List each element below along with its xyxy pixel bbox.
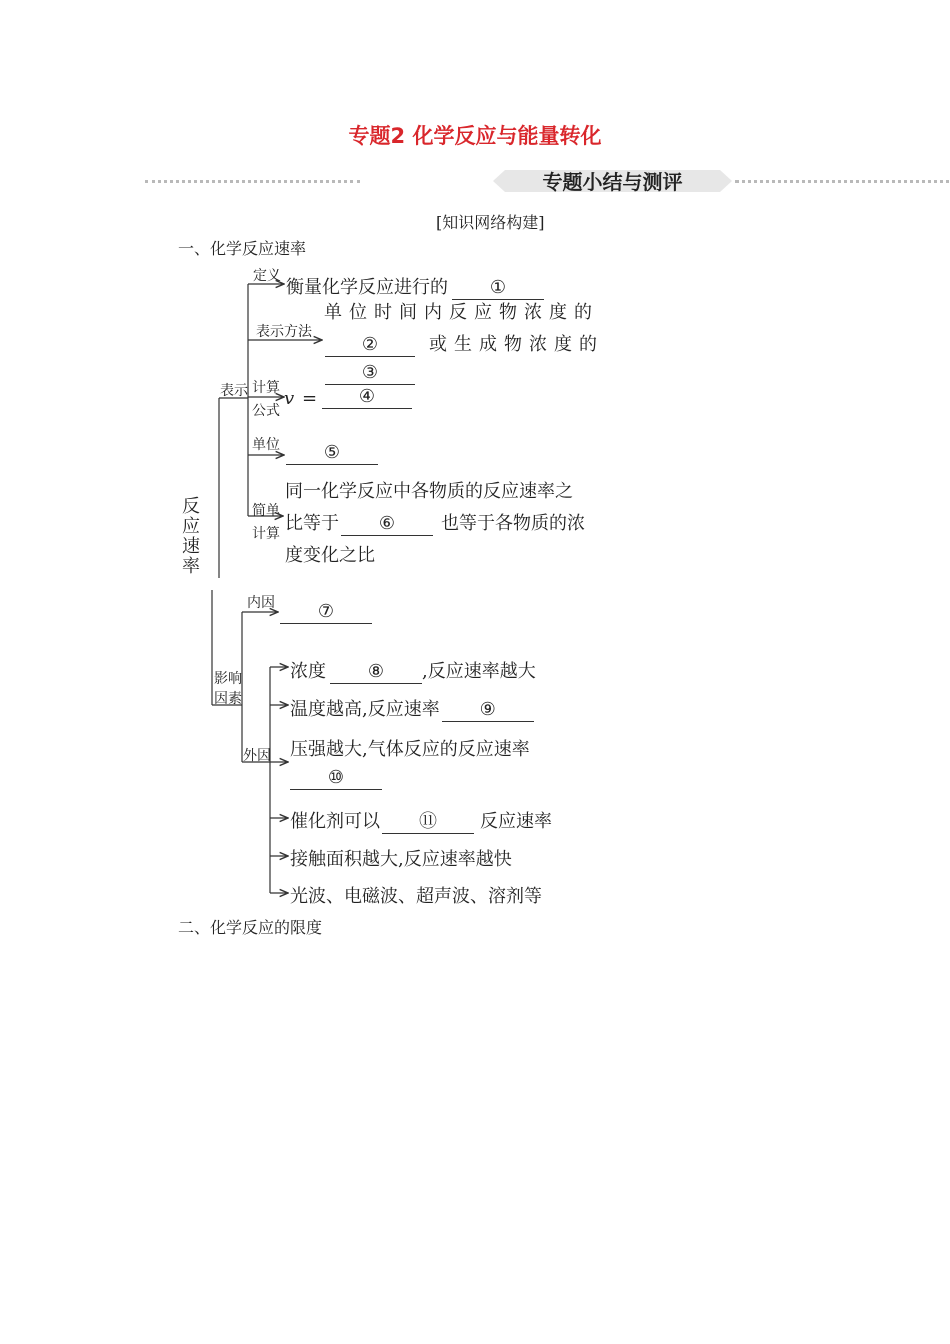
banner-title: 专题小结与测评	[542, 170, 683, 194]
formula-denominator	[322, 386, 412, 409]
concentration-line	[290, 657, 536, 684]
blank-9[interactable]: ⑨	[442, 699, 534, 722]
label-danwei: 单位	[252, 437, 280, 453]
blank-4[interactable]: ④	[322, 386, 412, 409]
internal-factor-answer	[280, 601, 372, 624]
part2-heading: 二、化学反应的限度	[178, 918, 323, 937]
simple-calc-line1: 同一化学反应中各物质的反应速率之	[285, 481, 573, 502]
concentration-after: ,反应速率越大	[422, 661, 536, 682]
blank-1[interactable]: ①	[452, 277, 544, 300]
method-text-line1: 单位时间内反应物浓度的	[324, 302, 599, 323]
label-yingxiang: 影响	[214, 671, 242, 687]
label-biaoshi: 表示	[220, 383, 248, 399]
blank-3[interactable]: ③	[325, 362, 415, 385]
label-waiyin: 外因	[243, 748, 271, 764]
label-gongshi: 公式	[252, 403, 280, 419]
catalyst-after: 反应速率	[480, 811, 552, 832]
formula-equals: =	[302, 388, 318, 409]
method-text-line2-main: 或生成物浓度的	[429, 334, 604, 355]
blank-6[interactable]: ⑥	[341, 513, 433, 536]
label-biaoshi-fangfa: 表示方法	[256, 324, 312, 340]
simple-calc-line2	[285, 509, 585, 536]
pressure-line: 压强越大,气体反应的反应速率	[290, 739, 530, 760]
temperature-text: 温度越高,反应速率	[290, 699, 440, 720]
method-text-line2	[325, 330, 604, 357]
other-factors-line: 光波、电磁波、超声波、溶剂等	[290, 886, 542, 907]
section-label: [知识网络构建]	[436, 213, 545, 232]
definition-text-main: 衡量化学反应进行的	[286, 277, 448, 298]
simple-calc-line3: 度变化之比	[285, 545, 375, 566]
concentration-label: 浓度	[290, 661, 326, 682]
pressure-answer	[290, 767, 382, 790]
label-jisuan-2: 计算	[252, 526, 280, 542]
unit-answer	[286, 442, 378, 465]
label-jisuan: 计算	[252, 380, 280, 396]
definition-text	[286, 273, 544, 300]
page-title: 专题2 化学反应与能量转化	[348, 124, 602, 148]
label-yinsu: 因素	[214, 691, 242, 707]
temperature-line	[290, 695, 534, 722]
formula-numerator	[325, 362, 415, 385]
root-label-reaction-rate: 反应速率	[182, 496, 200, 577]
label-jiandan: 简单	[252, 503, 280, 519]
label-neiyin: 内因	[247, 595, 275, 611]
blank-10[interactable]: ⑩	[290, 767, 382, 790]
part1-heading: 一、化学反应速率	[178, 239, 307, 258]
catalyst-text: 催化剂可以	[290, 811, 380, 832]
formula-v: v	[284, 388, 295, 409]
blank-2[interactable]: ②	[325, 334, 415, 357]
blank-5[interactable]: ⑤	[286, 442, 378, 465]
blank-11[interactable]: ⑪	[382, 811, 474, 834]
catalyst-line	[290, 807, 552, 834]
surface-area-line: 接触面积越大,反应速率越快	[290, 849, 512, 870]
simple-calc-line2-a: 比等于	[285, 513, 339, 534]
blank-8[interactable]: ⑧	[330, 661, 422, 684]
label-dingyi: 定义	[253, 268, 281, 284]
blank-7[interactable]: ⑦	[280, 601, 372, 624]
simple-calc-line2-b: 也等于各物质的浓	[441, 513, 585, 534]
